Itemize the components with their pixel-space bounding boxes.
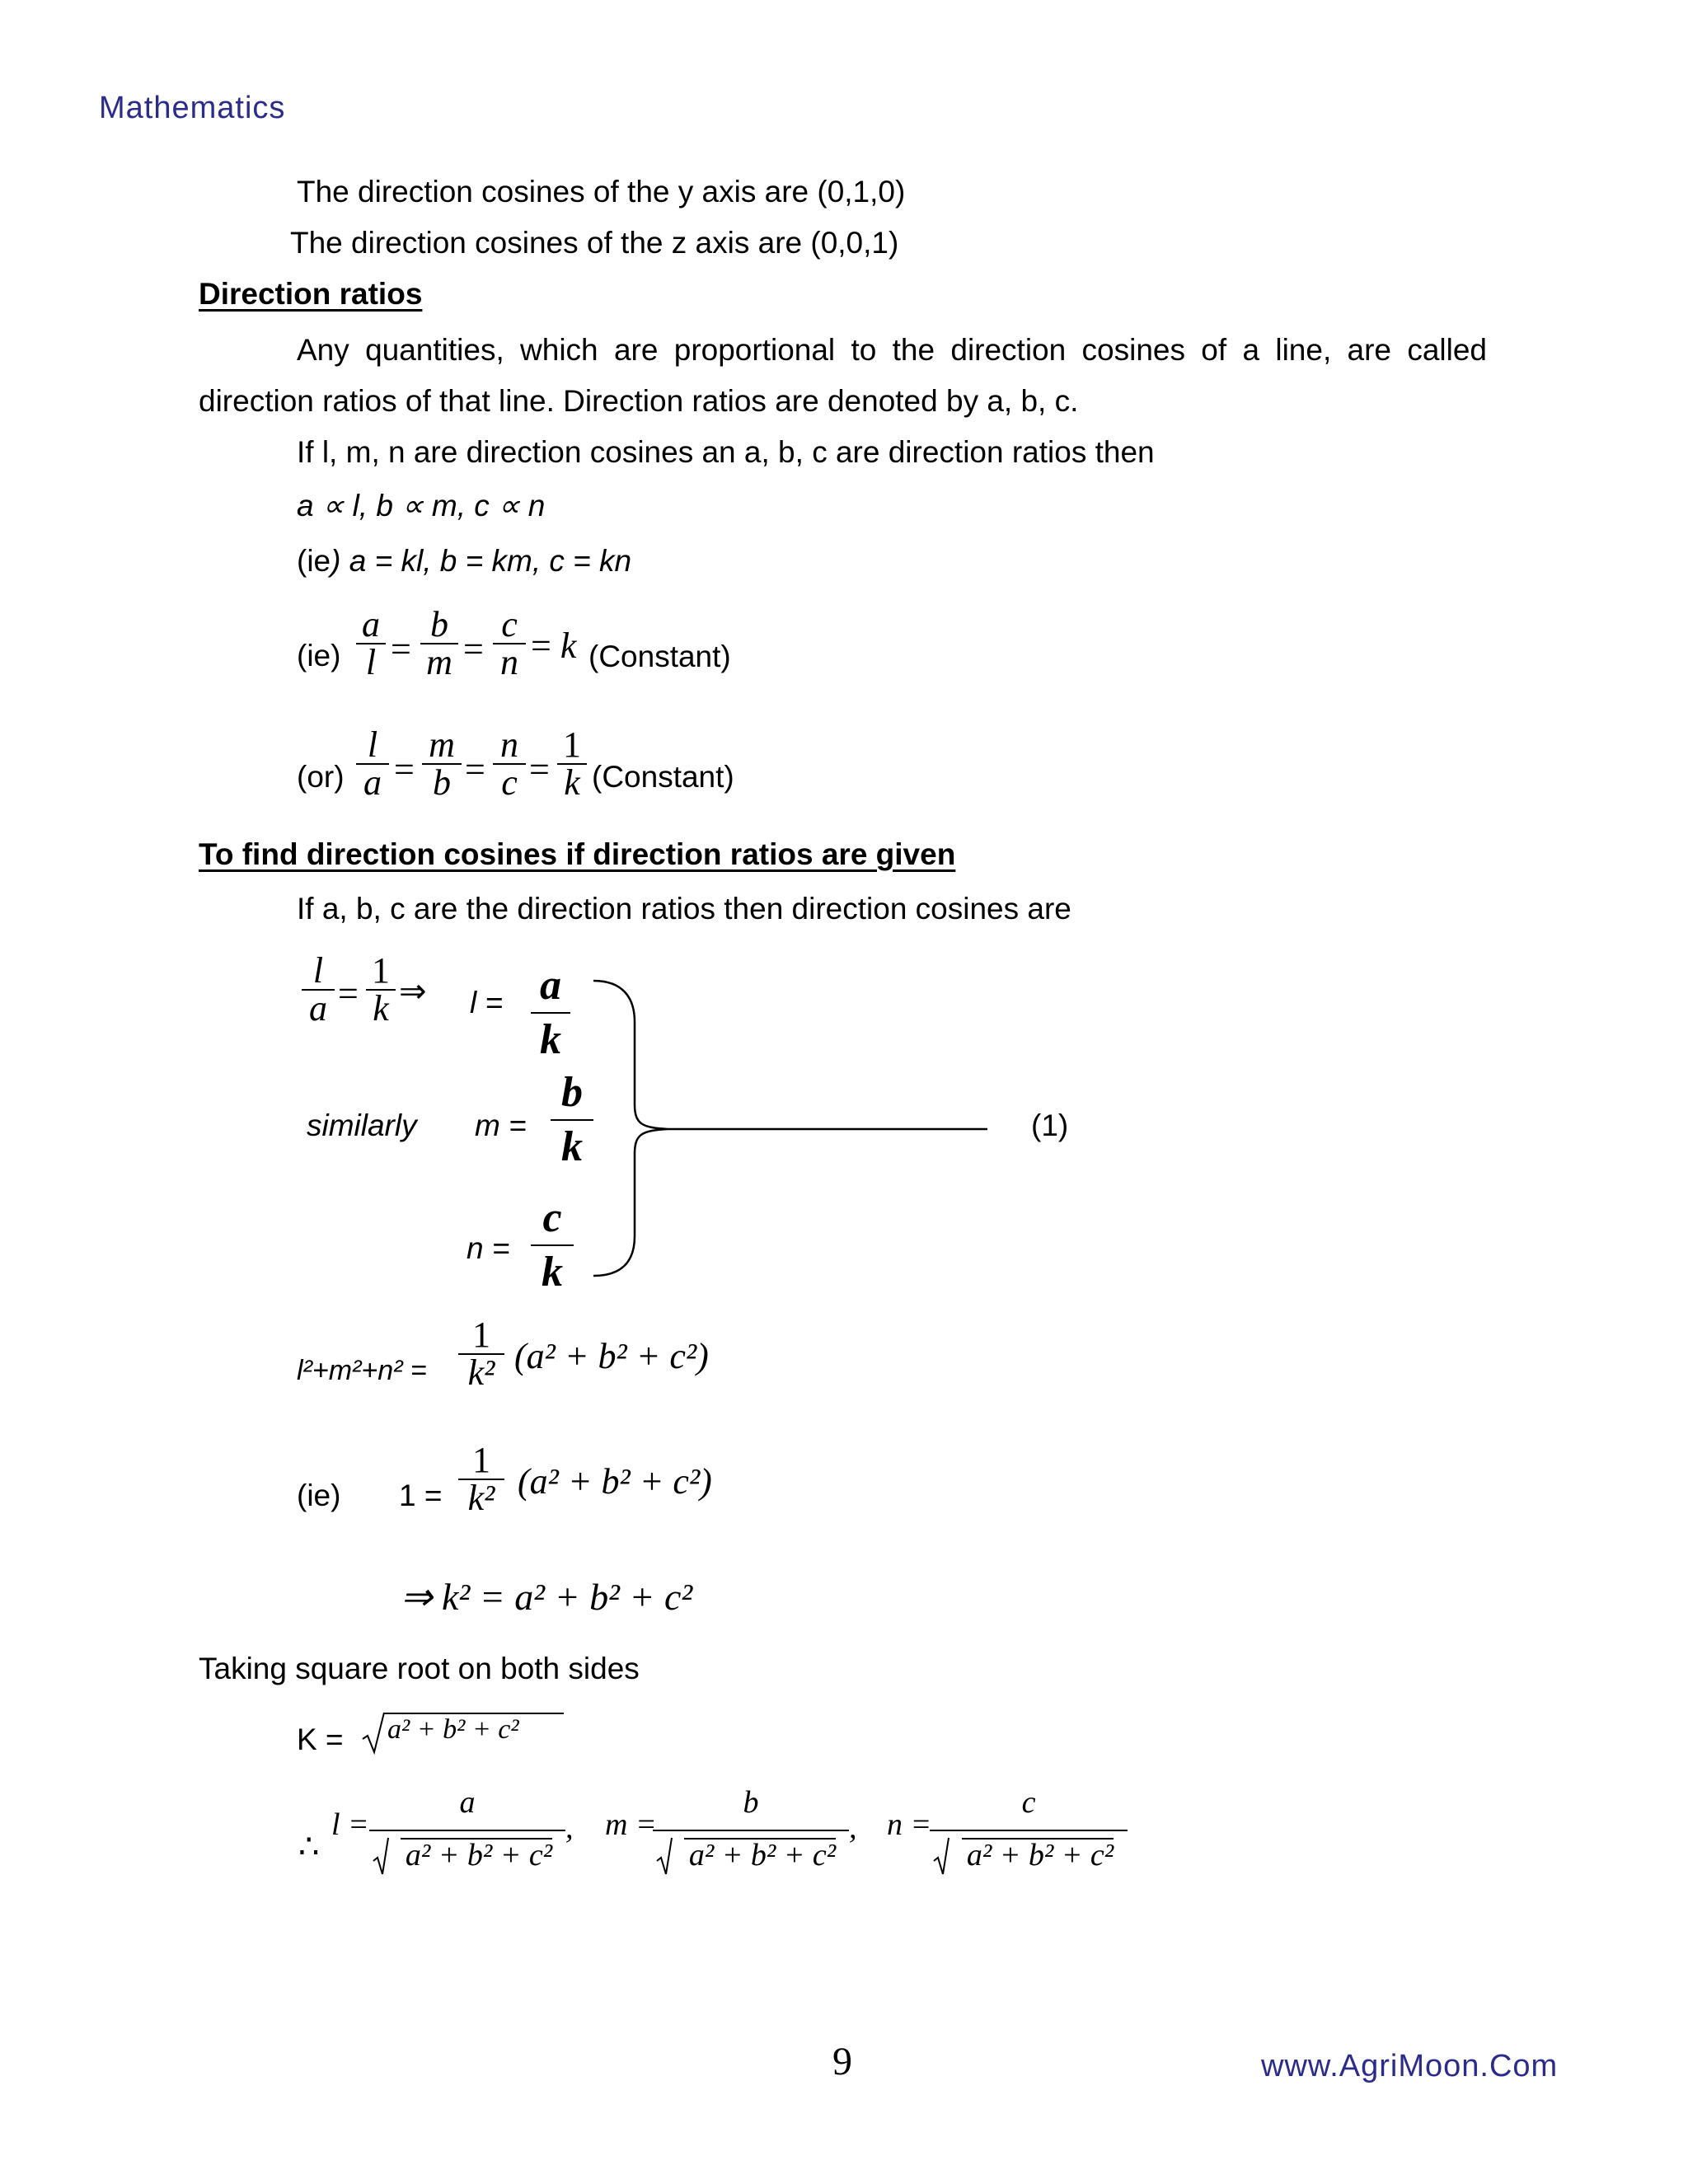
ie-prefix: (ie: [297, 544, 331, 578]
ie-expression: ) a = kl, b = km, c = kn: [331, 544, 632, 578]
final-fraction-m: b a² + b² + c²: [653, 1787, 849, 1871]
fraction-c-over-n: c n: [493, 607, 526, 681]
ie-ratio-prefix: (ie): [297, 639, 341, 673]
direction-ratios-if-line: If l, m, n are direction cosines an a, b, c are direction ratios then: [297, 435, 1155, 469]
ie-prefix-2: (ie): [297, 1479, 341, 1512]
equals-k: = k: [531, 626, 577, 666]
fraction-l-over-a: l a: [356, 727, 389, 801]
fraction-m-over-b: m b: [422, 727, 462, 801]
find-cosines-heading: To find direction cosines if direction ratios are given: [199, 837, 956, 871]
fraction-c-over-k: c k: [531, 1197, 574, 1294]
direction-ratios-paragraph-line1: Any quantities, which are proportional to the direction cosines of a line, are called: [297, 333, 1487, 367]
final-fraction-n: c a² + b² + c²: [930, 1787, 1128, 1871]
implies-arrow: ⇒: [399, 973, 427, 1010]
final-l-label: l =: [331, 1807, 369, 1842]
n-equals-label: n =: [467, 1231, 510, 1265]
equals-sign: =: [465, 749, 485, 790]
fraction-b-over-k: b k: [551, 1071, 593, 1169]
page-header-subject: Mathematics: [99, 91, 286, 125]
therefore-symbol: ∴: [298, 1829, 320, 1865]
final-n-label: n =: [887, 1807, 932, 1842]
constant-label-2: (Constant): [592, 760, 734, 794]
fraction-a-over-l: a l: [356, 607, 386, 681]
direction-ratios-heading: Direction ratios: [199, 277, 423, 311]
final-fraction-l: a a² + b² + c²: [369, 1787, 565, 1871]
comma-2: ,: [849, 1811, 857, 1845]
footer-website-link[interactable]: www.AgriMoon.Com: [1261, 2049, 1559, 2083]
direction-ratios-paragraph-line2: direction ratios of that line. Direction ratios are denoted by a, b, c.: [199, 384, 1079, 418]
final-m-label: m =: [605, 1807, 657, 1842]
find-cosines-if-line: If a, b, c are the direction ratios then direction cosines are: [297, 892, 1071, 926]
z-axis-cosines-line: The direction cosines of the z axis are (0,0,1): [290, 226, 899, 260]
equals-sign: =: [338, 973, 359, 1014]
fraction-one-over-k: 1 k: [557, 727, 587, 801]
ie-equations-line: [297, 544, 631, 579]
l-equals-label: l =: [470, 986, 504, 1019]
sum-of-squares-rhs: (a² + b² + c²): [514, 1336, 709, 1376]
y-axis-cosines-line: The direction cosines of the y axis are (0,1,0): [297, 175, 906, 209]
equals-sign: =: [391, 629, 411, 669]
one-equation-rhs: (a² + b² + c²): [518, 1461, 712, 1502]
fraction-b-over-m: b m: [420, 607, 458, 681]
one-equals-label: 1 =: [399, 1479, 443, 1512]
or-ratio-prefix: (or): [297, 760, 345, 794]
fraction-a-over-k: a k: [531, 964, 570, 1062]
taking-square-root-line: Taking square root on both sides: [199, 1652, 640, 1685]
curly-brace-and-rule: [577, 972, 1006, 1286]
k-equals-label: K =: [297, 1722, 344, 1756]
fraction-one-over-k-2: 1 k: [366, 953, 396, 1027]
equals-sign: =: [529, 749, 550, 790]
equation-number-1: (1): [1031, 1108, 1069, 1142]
m-equals-label: m =: [475, 1108, 527, 1142]
equals-sign: =: [394, 749, 415, 790]
fraction-l-over-a-2: l a: [302, 953, 335, 1027]
equals-sign: =: [463, 629, 484, 669]
comma-1: ,: [565, 1811, 574, 1845]
constant-label-1: (Constant): [588, 640, 731, 673]
fraction-one-over-k-squared: 1 k²: [458, 1317, 504, 1391]
k-squared-equation: ⇒ k² = a² + b² + c²: [401, 1576, 693, 1618]
similarly-label: similarly: [307, 1108, 417, 1142]
sum-of-squares-lhs: l²+m²+n² =: [297, 1355, 427, 1386]
fraction-n-over-c: n c: [493, 727, 526, 801]
fraction-one-over-k-squared-2: 1 k²: [458, 1442, 504, 1516]
page-number: 9: [832, 2040, 852, 2083]
k-radicand: a² + b² + c²: [387, 1714, 519, 1745]
proportionality-line: a ∝ l, b ∝ m, c ∝ n: [297, 489, 546, 523]
